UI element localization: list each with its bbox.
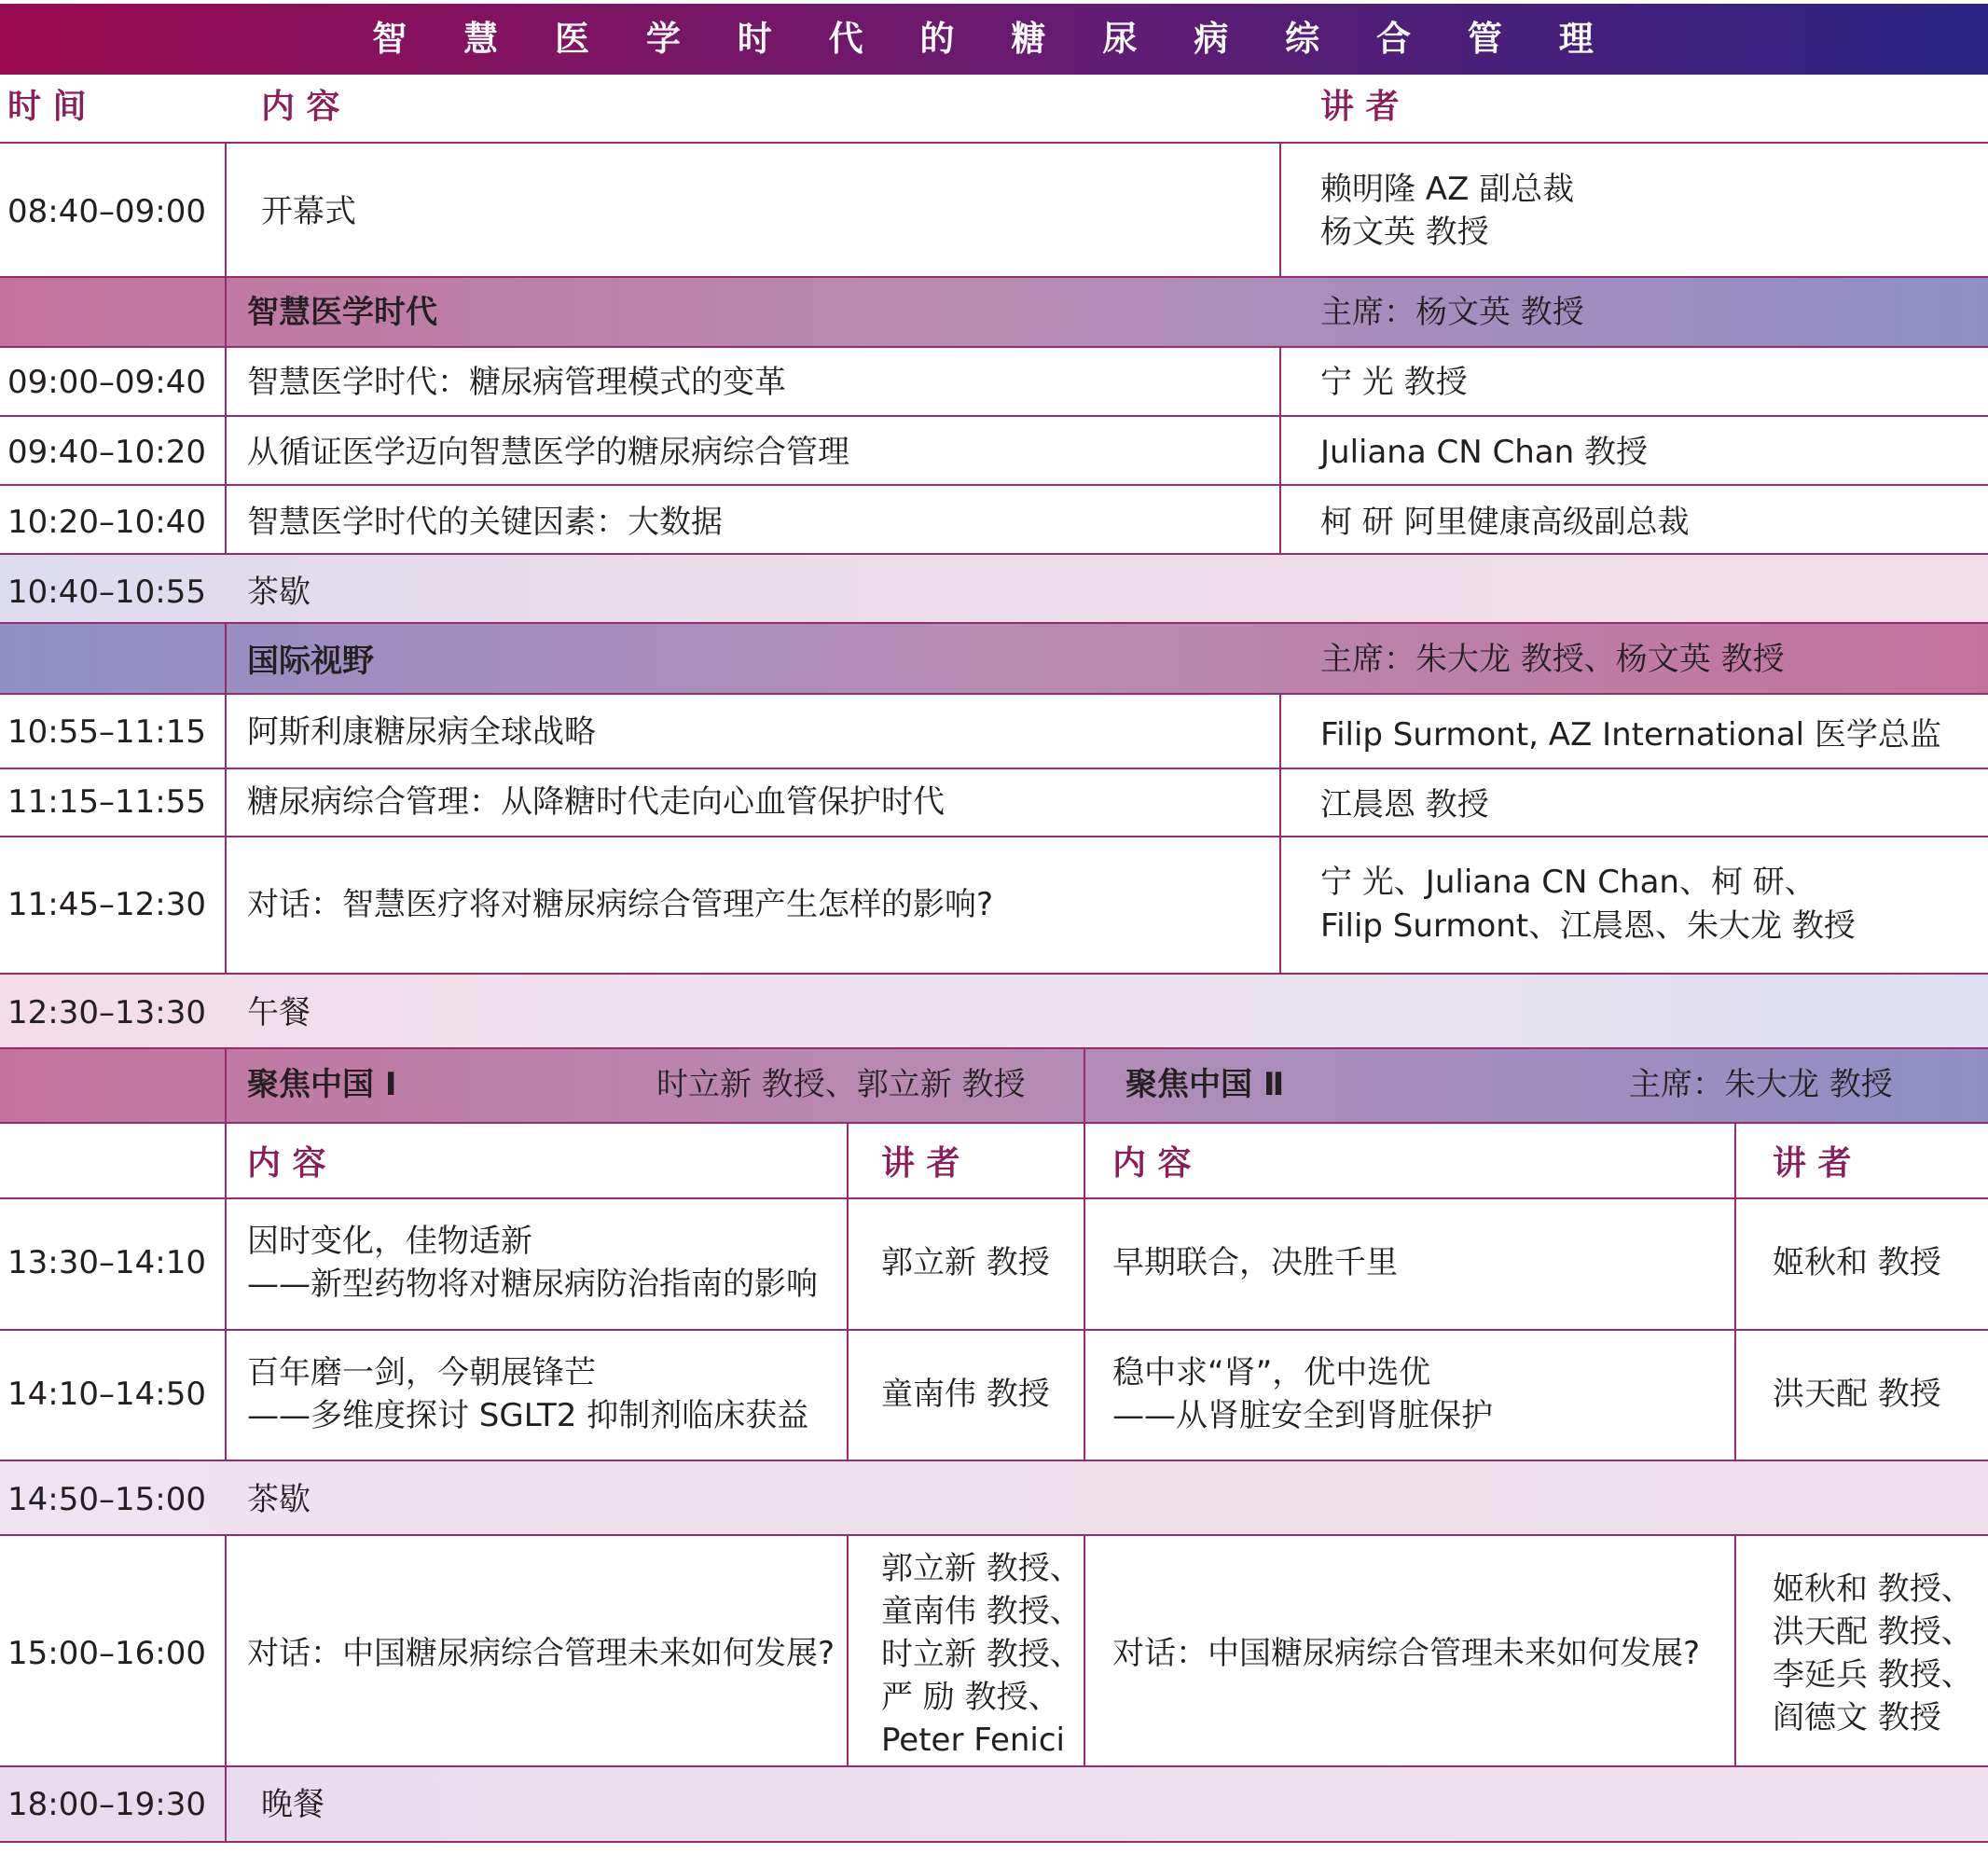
r6-speaker-1: 宁 光、Juliana CN Chan、柯 研、	[1320, 864, 1816, 901]
section2-title: 国际视野	[247, 643, 374, 680]
section2-chair: 主席：朱大龙 教授、杨文英 教授	[1320, 641, 1785, 678]
r1-speaker: 宁 光 教授	[1320, 364, 1468, 401]
subheader-speaker-b: 讲 者	[1773, 1144, 1852, 1183]
r9-speaker-a-1: 郭立新 教授、	[881, 1550, 1082, 1587]
r5-speaker: 江晨恩 教授	[1320, 786, 1489, 823]
r6-time: 11:45–12:30	[7, 886, 206, 923]
rule	[225, 623, 227, 975]
rule	[0, 973, 1988, 975]
rule	[847, 1536, 849, 1766]
r9-speaker-a-5: Peter Fenici	[881, 1722, 1065, 1759]
r5-time: 11:15–11:55	[7, 783, 206, 821]
section3-title-b: 聚焦中国 Ⅱ	[1125, 1066, 1285, 1103]
r7-content-a-1: 因时变化，佳物适新	[247, 1223, 532, 1260]
r7-speaker-a: 郭立新 教授	[881, 1244, 1050, 1281]
r9-speaker-b-2: 洪天配 教授、	[1773, 1613, 1973, 1651]
section1-chair: 主席：杨文英 教授	[1320, 294, 1584, 331]
rule	[0, 1122, 1988, 1124]
rule	[0, 142, 1988, 144]
r8-content-b-1: 稳中求“肾”，优中选优	[1112, 1354, 1431, 1391]
section3-chair-b: 主席：朱大龙 教授	[1629, 1066, 1893, 1103]
rule	[0, 1329, 1988, 1331]
rule	[225, 143, 227, 278]
r7-content-a-2: ——新型药物将对糖尿病防治指南的影响	[247, 1266, 818, 1303]
rule	[0, 276, 1988, 278]
r1-content: 智慧医学时代：糖尿病管理模式的变革	[247, 364, 786, 401]
r8-content-a-1: 百年磨一剑，今朝展锋芒	[247, 1354, 596, 1391]
rule	[0, 346, 1988, 348]
r2-time: 09:40–10:20	[7, 434, 206, 471]
opening-time: 08:40–09:00	[7, 193, 206, 230]
rule	[0, 1460, 1988, 1461]
rule	[0, 553, 1988, 555]
opening-speaker-2: 杨文英 教授	[1320, 214, 1489, 251]
break1-content: 茶歇	[247, 574, 311, 611]
r2-content: 从循证医学迈向智慧医学的糖尿病综合管理	[247, 434, 849, 471]
r9-speaker-a-3: 时立新 教授、	[881, 1636, 1082, 1673]
dinner-content: 晚餐	[261, 1786, 324, 1823]
r9-speaker-a-2: 童南伟 教授、	[881, 1593, 1082, 1630]
r9-time: 15:00–16:00	[7, 1635, 206, 1672]
header-time: 时 间	[7, 88, 87, 126]
subheader-content-a: 内 容	[247, 1144, 326, 1183]
header-content: 内 容	[261, 88, 340, 126]
lunch-content: 午餐	[247, 994, 311, 1031]
rule	[847, 1123, 849, 1461]
r9-speaker-b-3: 李延兵 教授、	[1773, 1656, 1973, 1694]
section3-chair-a: 时立新 教授、郭立新 教授	[656, 1066, 1026, 1103]
subheader-speaker-a: 讲 者	[881, 1144, 960, 1183]
rule	[1084, 1536, 1085, 1766]
rule	[1734, 1536, 1736, 1766]
section3-title-a: 聚焦中国 Ⅰ	[247, 1066, 397, 1103]
r1-time: 09:00–09:40	[7, 364, 206, 401]
section1-title: 智慧医学时代	[247, 294, 437, 331]
rule	[0, 1841, 1988, 1843]
r9-speaker-b-1: 姬秋和 教授、	[1773, 1570, 1973, 1608]
rule	[0, 1047, 1988, 1049]
rule	[225, 278, 227, 554]
rule	[225, 1049, 227, 1461]
rule	[1734, 1123, 1736, 1461]
r3-speaker: 柯 研 阿里健康高级副总裁	[1320, 504, 1690, 541]
r9-speaker-a-4: 严 励 教授、	[881, 1679, 1060, 1716]
r9-content-a: 对话：中国糖尿病综合管理未来如何发展?	[247, 1635, 835, 1672]
break2-time: 14:50–15:00	[7, 1481, 206, 1518]
header-speaker: 讲 者	[1320, 88, 1400, 126]
r7-time: 13:30–14:10	[7, 1244, 206, 1281]
r2-speaker: Juliana CN Chan 教授	[1320, 434, 1648, 471]
r8-content-a-2: ——多维度探讨 SGLT2 抑制剂临床获益	[247, 1397, 809, 1434]
rule	[0, 622, 1988, 624]
rule	[0, 768, 1988, 769]
break2-content: 茶歇	[247, 1481, 311, 1518]
rule	[0, 415, 1988, 417]
r7-content-b: 早期联合，决胜千里	[1112, 1244, 1398, 1281]
opening-speaker-1: 赖明隆 AZ 副总裁	[1320, 171, 1575, 208]
dinner-time: 18:00–19:30	[7, 1786, 206, 1823]
rule	[0, 836, 1988, 837]
r8-time: 14:10–14:50	[7, 1376, 206, 1413]
rule	[0, 484, 1988, 486]
opening-content: 开幕式	[261, 193, 356, 230]
rule	[0, 693, 1988, 695]
r6-content: 对话：智慧医疗将对糖尿病综合管理产生怎样的影响?	[247, 886, 994, 923]
lunch-time: 12:30–13:30	[7, 994, 206, 1031]
rule	[1279, 143, 1281, 278]
r4-content: 阿斯利康糖尿病全球战略	[247, 713, 596, 751]
r5-content: 糖尿病综合管理：从降糖时代走向心血管保护时代	[247, 783, 945, 821]
r3-time: 10:20–10:40	[7, 504, 206, 541]
break1-time: 10:40–10:55	[7, 574, 206, 611]
r3-content: 智慧医学时代的关键因素：大数据	[247, 504, 723, 541]
agenda-title: 智 慧 医 学 时 代 的 糖 尿 病 综 合 管 理	[372, 19, 1616, 59]
rule	[0, 1765, 1988, 1767]
r7-speaker-b: 姬秋和 教授	[1773, 1244, 1941, 1281]
r9-content-b: 对话：中国糖尿病综合管理未来如何发展?	[1112, 1635, 1701, 1672]
r8-speaker-b: 洪天配 教授	[1773, 1376, 1941, 1413]
r4-speaker: Filip Surmont, AZ International 医学总监	[1320, 716, 1941, 754]
rule	[0, 1197, 1988, 1199]
r8-content-b-2: ——从肾脏安全到肾脏保护	[1112, 1397, 1493, 1434]
r9-speaker-b-4: 阎德文 教授	[1773, 1699, 1941, 1736]
rule	[1084, 1049, 1085, 1461]
rule	[1279, 347, 1281, 554]
subheader-content-b: 内 容	[1112, 1144, 1192, 1183]
r8-speaker-a: 童南伟 教授	[881, 1376, 1050, 1413]
r4-time: 10:55–11:15	[7, 713, 206, 751]
r6-speaker-2: Filip Surmont、江晨恩、朱大龙 教授	[1320, 907, 1856, 945]
rule	[0, 1534, 1988, 1536]
rule	[1279, 694, 1281, 975]
rule	[225, 1536, 227, 1842]
